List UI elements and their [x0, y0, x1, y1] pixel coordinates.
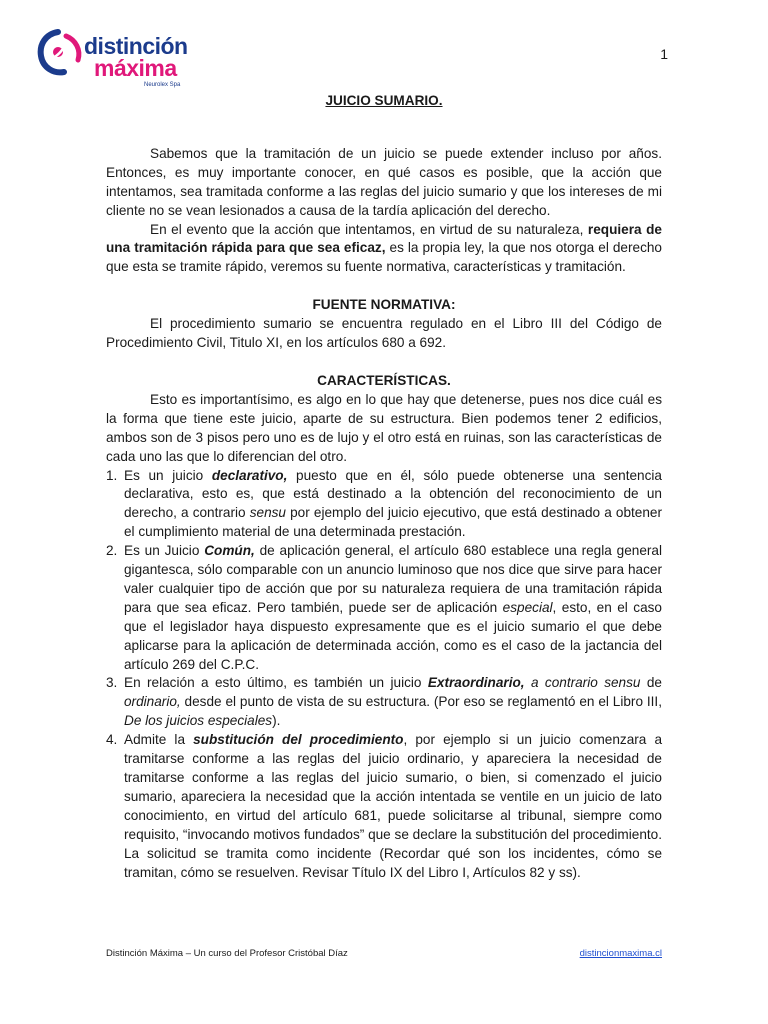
intro-paragraph-2: [106, 221, 662, 278]
item-text: En relación a esto último, es también un juicio: [124, 675, 428, 691]
fuente-paragraph: El procedimiento sumario se encuentra regulado en el Libro III del Código de Procedimiento Civil, Titulo XI, en los artículos 680 a 692.: [106, 316, 662, 351]
item-italic: sensu: [249, 505, 286, 521]
item-text: por ejemplo del juicio ejecutivo, que está destinado a obtener el cumplimiento material de una determinada prestación.: [124, 505, 662, 540]
list-item: [106, 731, 663, 882]
page-number: 1: [660, 46, 668, 62]
item-text: , por ejemplo si un juicio comenzara a tramitarse conforme a las reglas del juicio ordinario, y apareciera la necesidad de tramitarse conforme a las reglas del juicio sumario, o bien, si comenzado el juicio sumario, apareciera la necesidad que la acción intentada se ventile en un juicio de lato conocimiento, en virtud del artículo 681, puede solicitarse al tribunal, siempre como requisito, “invocando motivos fundados” que se declare la substitución del procedimiento. La solicitud se tramita como incidente (Recordar qué son los incidentes, cómo se tramitan, cómo se resuelven. Revisar Título IX del Libro I, Artículos 82 y ss).: [124, 732, 663, 880]
logo-subtitle: Neurolex Spa: [144, 82, 181, 88]
item-emphasis: Común,: [204, 543, 255, 559]
item-emphasis: substitución del procedimiento: [193, 732, 404, 748]
list-item: [106, 542, 662, 674]
heading-fuente-normativa: FUENTE NORMATIVA:: [312, 297, 456, 313]
item-italic: especial: [502, 599, 553, 615]
intro-p2-emphasis: requiera de una tramitación rápida para que sea eficaz,: [106, 221, 662, 256]
item-italic: ordinario,: [124, 694, 181, 710]
item-emphasis: Extraordinario,: [427, 675, 531, 691]
intro-p2-text-c: es la propia ley, la que nos otorga el derecho que esta se tramite rápido, veremos su fuente normativa, características y tramitación.: [106, 240, 662, 275]
logo-mark-icon: [36, 28, 84, 76]
item-text: de: [640, 675, 662, 691]
item-text: de aplicación general, el artículo 680 establece una regla general gigantesca, sólo comparable con un anuncio luminoso que nos dice que sirve para hacer valer cualquier tipo de acción que por su naturaleza requiera de una tramitación rápida para que sea eficaz. Pero también, puede ser de aplicación: [124, 543, 662, 615]
item-italic: De los juicios especiales: [124, 713, 273, 729]
list-item-number: 2.: [106, 543, 118, 559]
brand-logo: [32, 20, 192, 88]
item-italic: a contrario: [530, 675, 605, 691]
item-text: Admite la: [124, 732, 194, 748]
intro-p2-text-a: En el evento que la acción que intentamos, en virtud de su naturaleza,: [150, 221, 584, 237]
logo-text-line1: distinción: [84, 33, 188, 59]
item-text: ).: [272, 713, 281, 729]
list-item-number: 1.: [106, 467, 118, 483]
list-item: [106, 467, 662, 543]
intro-paragraph-1: Sabemos que la tramitación de un juicio se puede extender incluso por años. Entonces, es muy importante conocer, en qué casos es posible, que la acción que intentamos, sea tramitada conforme a las reglas del juicio sumario y que los intereses de mi cliente no se vean lesionados a causa de la tardía aplicación del derecho.: [106, 145, 662, 218]
item-emphasis: declarativo,: [211, 467, 288, 483]
list-item-number: 3.: [106, 675, 118, 691]
footer-credit: Distinción Máxima – Un curso del Profesor Cristóbal Díaz: [106, 948, 348, 959]
item-text: Es un Juicio: [124, 543, 205, 559]
item-text: Es un juicio: [124, 467, 212, 483]
caracteristicas-paragraph: Esto es importantísimo, es algo en lo que hay que detenerse, pues nos dice cuál es la forma que tiene este juicio, aparte de su estructura. Bien podemos tener 2 edificios, ambos son de 3 pisos pero uno es de lujo y el otro está en ruinas, son las características de cada uno las que lo diferencian del otro.: [106, 391, 662, 464]
list-item: [106, 674, 662, 731]
item-text: puesto que en él, sólo puede obtenerse una sentencia declarativa, esto es, que está destinado a la obtención del reconocimiento de un derecho, a contrario: [124, 467, 662, 521]
item-italic: sensu: [604, 675, 641, 691]
heading-caracteristicas: CARACTERÍSTICAS.: [317, 372, 451, 388]
logo-text-line2: máxima: [94, 55, 177, 81]
characteristics-list: [106, 467, 662, 883]
document-title: JUICIO SUMARIO.: [325, 93, 443, 108]
item-text: , esto, en el caso que el legislador haya dispuesto expresamente que es el juicio sumario el que debe aplicarse para la aplicación de determinada acción, como es el caso de la jactancia del artículo 269 del C.P.C.: [124, 599, 662, 672]
footer-website-link[interactable]: distincionmaxima.cl: [579, 948, 662, 959]
list-item-number: 4.: [106, 732, 118, 748]
document-body: [106, 92, 662, 882]
item-text: desde el punto de vista de su estructura. (Por eso se reglamentó en el Libro III,: [180, 694, 662, 710]
